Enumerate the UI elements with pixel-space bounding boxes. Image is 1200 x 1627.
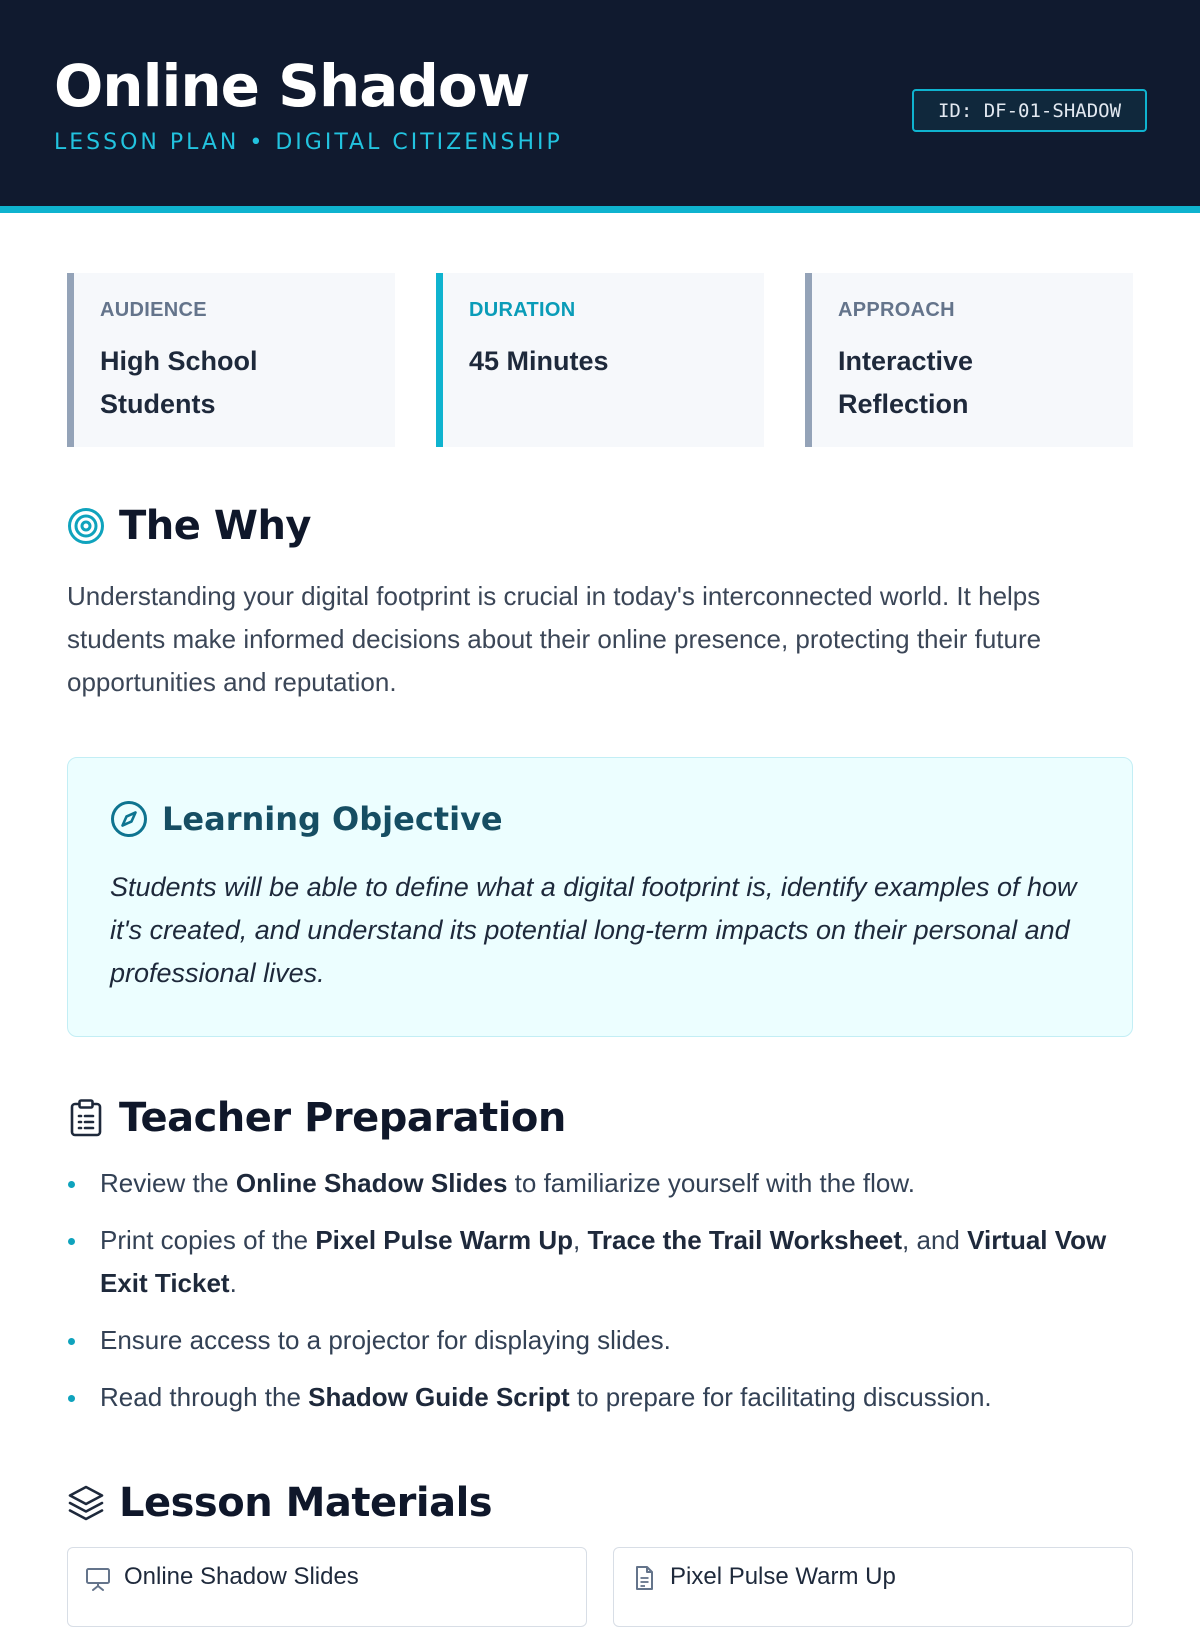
materials-section-header [67, 1480, 492, 1526]
lesson-id-badge: ID: DF-01-SHADOW [912, 89, 1147, 132]
material-card-slides[interactable] [67, 1547, 587, 1627]
card-label: DURATION [469, 299, 576, 321]
document-icon [630, 1564, 658, 1592]
section-title: The Why [119, 503, 311, 549]
material-label: Online Shadow Slides [124, 1563, 359, 1590]
audience-card [67, 273, 395, 447]
why-section-header [67, 503, 311, 549]
materials-grid [67, 1547, 1133, 1627]
clipboard-icon [67, 1098, 105, 1138]
objective-title: Learning Objective [162, 800, 503, 838]
card-label: AUDIENCE [100, 299, 207, 321]
why-paragraph: Understanding your digital footprint is crucial in today's interconnected world. It helps students make informed decisions about their online presence, protecting their future opportunities and reputation. [67, 581, 1042, 697]
list-item: Print copies of the Pixel Pulse Warm Up, Trace the Trail Worksheet, and Virtual Vow Exit Ticket. [67, 1219, 1137, 1305]
card-label: APPROACH [838, 299, 955, 321]
layers-icon [67, 1483, 105, 1523]
objective-header [110, 800, 503, 838]
section-title: Teacher Preparation [119, 1095, 566, 1141]
material-label: Pixel Pulse Warm Up [670, 1563, 896, 1590]
section-title: Lesson Materials [119, 1480, 493, 1526]
list-item: Review the Online Shadow Slides to familiarize yourself with the flow. [67, 1162, 1137, 1205]
preparation-list [67, 1162, 1137, 1433]
learning-objective-box [67, 757, 1133, 1037]
page-header [0, 0, 1200, 213]
card-value: High School Students [100, 346, 258, 419]
card-value: 45 Minutes [469, 346, 609, 376]
duration-card [436, 273, 764, 447]
compass-icon [110, 800, 148, 838]
material-card-warm-up[interactable] [613, 1547, 1133, 1627]
approach-card [805, 273, 1133, 447]
page-subtitle: LESSON PLAN • DIGITAL CITIZENSHIP [54, 130, 563, 155]
page-title: Online Shadow [54, 52, 530, 120]
preparation-section-header [67, 1095, 566, 1141]
info-cards [67, 273, 1133, 447]
presentation-icon [84, 1564, 112, 1592]
objective-text: Students will be able to define what a digital footprint is, identify examples of how it's created, and understand its potential long-term impacts on their personal and professional lives. [110, 872, 1077, 988]
list-item: Ensure access to a projector for displaying slides. [67, 1319, 1137, 1362]
list-item: Read through the Shadow Guide Script to prepare for facilitating discussion. [67, 1376, 1137, 1419]
target-icon [67, 507, 105, 545]
card-value: Interactive Reflection [838, 346, 974, 419]
